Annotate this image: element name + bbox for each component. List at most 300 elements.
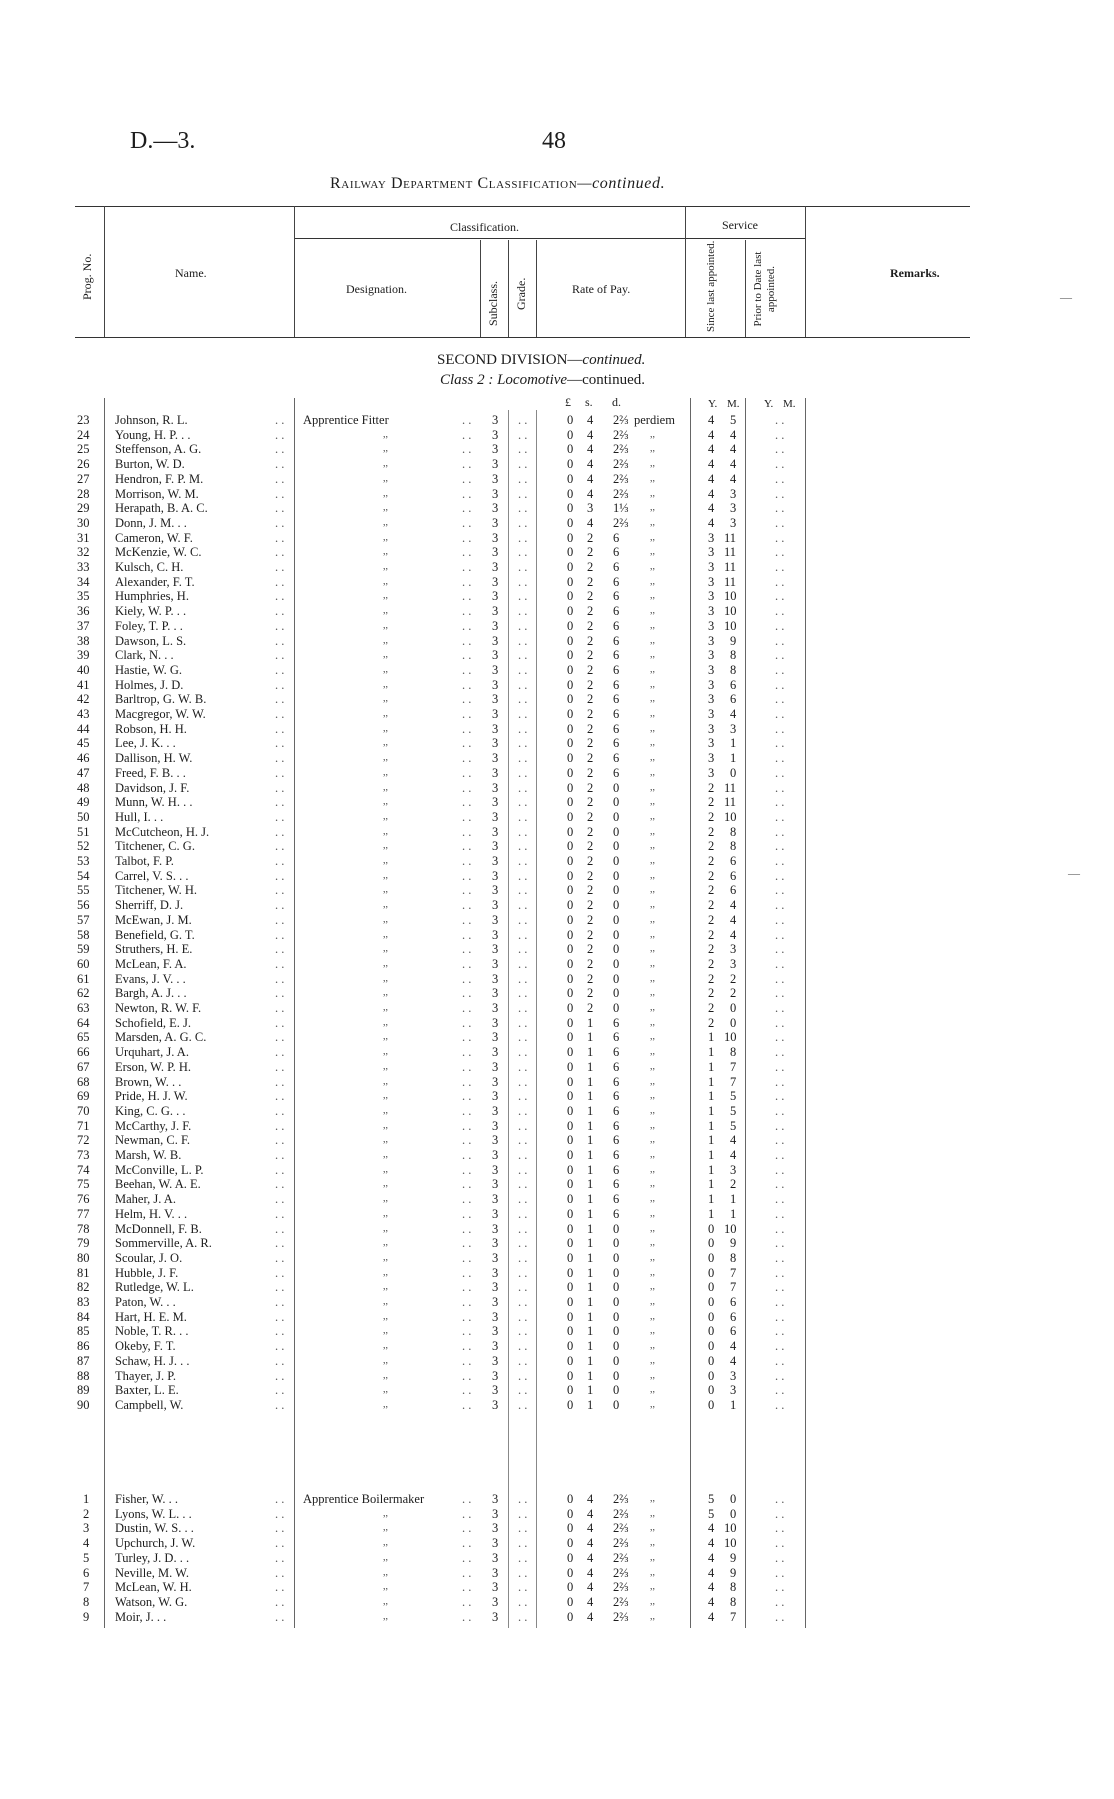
service-months: 11 [724,560,737,574]
pay-shillings: 2 [587,618,594,633]
ditto-mark: ,, [383,1090,388,1102]
service-months: 4 [730,1148,737,1162]
employee-name: Erson, W. P. H. [115,1059,192,1074]
ditto-mark: ,, [383,1310,388,1322]
employee-name: Campbell, W. [115,1397,184,1412]
pay-pence: 0 [613,971,620,986]
service-years: 4 [708,427,715,442]
service-years: 2 [708,1015,715,1030]
service-months: 9 [730,1236,737,1251]
prog-no: 89 [77,1383,90,1398]
leader-dots: . . [462,795,472,810]
leader-dots: . . [775,1118,785,1133]
leader-dots: . . [775,1309,785,1324]
leader-dots: . . [275,471,285,486]
leader-dots: . . [775,927,785,942]
pay-shillings: 1 [587,1045,594,1060]
service-years: 4 [708,1521,715,1536]
service-months: 4 [730,442,737,457]
subclass-value: 3 [492,413,499,427]
leader-dots: . . [518,1295,528,1309]
leader-dots: . . [775,560,785,574]
pay-shillings: 2 [587,648,594,663]
service-months: 8 [730,824,737,839]
service-years: 3 [708,560,715,574]
pay-pounds: 0 [567,1001,574,1015]
pounds-header: £ [565,395,571,409]
service-months: 3 [730,1162,737,1177]
pay-pounds: 0 [567,1536,574,1551]
leader-dots: . . [275,1383,285,1398]
subclass-value: 3 [492,1015,499,1030]
subclass-value: 3 [492,1265,499,1280]
prog-no: 30 [77,515,90,530]
service-years: 0 [708,1383,715,1398]
ditto-mark: ,, [650,619,655,631]
ditto-mark: ,, [650,649,655,661]
leader-dots: . . [462,1565,472,1580]
leader-dots: . . [275,692,285,707]
subclass-value: 3 [492,839,499,854]
prog-no: 52 [77,839,90,854]
ditto-mark: ,, [650,1060,655,1072]
leader-dots: . . [462,1045,472,1060]
body-col-divider [104,398,105,1628]
employee-name: McCarthy, J. F. [115,1118,192,1133]
pay-pounds: 0 [567,501,574,516]
leader-dots: . . [518,868,528,883]
leader-dots: . . [775,809,785,824]
employee-name: Struthers, H. E. [115,942,193,957]
employee-name: Sommerville, A. R. [115,1236,212,1251]
pay-pence: 0 [613,1353,620,1368]
leader-dots: . . [775,986,785,1001]
leader-dots: . . [462,1295,472,1309]
pay-pounds: 0 [567,986,574,1001]
employee-name: Urquhart, J. A. [115,1045,189,1060]
leader-dots: . . [462,1265,472,1280]
ditto-mark: ,, [650,825,655,837]
subclass-value: 3 [492,515,499,530]
pay-pounds: 0 [567,618,574,633]
pay-pence: 6 [613,707,620,721]
service-months: 8 [730,1594,737,1609]
service-years: 4 [708,1550,715,1565]
ditto-mark: ,, [650,1031,655,1043]
service-months: 4 [730,1353,737,1368]
ditto-mark: ,, [650,1310,655,1322]
leader-dots: . . [275,1397,285,1412]
leader-dots: . . [462,501,472,516]
pay-pence: 0 [613,927,620,942]
division-heading [437,352,645,369]
ditto-mark: ,, [383,1134,388,1146]
service-years: 3 [708,633,715,648]
leader-dots: . . [775,427,785,442]
pay-shillings: 2 [587,677,594,692]
pay-pounds: 0 [567,912,574,927]
leader-dots: . . [518,1550,528,1565]
ditto-mark: ,, [383,1207,388,1219]
pay-pence: 6 [613,677,620,692]
pay-pence: 0 [613,839,620,854]
employee-name: Macgregor, W. W. [115,707,206,721]
leader-dots: . . [462,1089,472,1104]
subclass-value: 3 [492,1103,499,1118]
prog-no: 61 [77,971,90,986]
ditto-mark: ,, [650,1002,655,1013]
ditto-mark: ,, [650,634,655,646]
leader-dots: . . [462,427,472,442]
pay-pounds: 0 [567,1265,574,1280]
leader-dots: . . [518,1383,528,1398]
ditto-mark: ,, [383,428,388,440]
employee-name: Davidson, J. F. [115,780,190,795]
leader-dots: . . [275,971,285,986]
leader-dots: . . [518,427,528,442]
service-years: 4 [708,1536,715,1551]
service-years: 0 [708,1397,715,1412]
employee-name: Watson, W. G. [115,1594,188,1609]
ditto-mark: ,, [383,1566,388,1578]
pay-shillings: 4 [587,515,594,530]
subclass-value: 3 [492,809,499,824]
leader-dots: . . [462,1536,472,1551]
ditto-mark: ,, [383,502,388,514]
pay-pounds: 0 [567,1609,574,1624]
pay-pounds: 0 [567,1309,574,1324]
service-years: 1 [708,1045,715,1060]
prog-no: 57 [77,912,90,927]
employee-name: Lee, J. K. . . [115,736,176,751]
col-since-last: Since last appointed. [705,240,717,332]
ditto-mark: ,, [650,663,655,675]
leader-dots: . . [775,1295,785,1309]
pay-pence: 6 [613,1148,620,1162]
leader-dots: . . [462,971,472,986]
leader-dots: . . [462,486,472,501]
leader-dots: . . [775,1250,785,1265]
service-months: 10 [724,589,737,604]
body-col-divider [805,398,806,1628]
subclass-value: 3 [492,545,499,560]
service-months: 10 [724,618,737,633]
ditto-mark: ,, [650,561,655,572]
leader-dots: . . [775,751,785,766]
leader-dots: . . [275,721,285,736]
ditto-mark: ,, [650,1251,655,1263]
ditto-mark: ,, [650,1610,655,1622]
leader-dots: . . [775,648,785,663]
per-diem-label: perdiem [634,413,675,427]
ditto-mark: ,, [650,796,655,808]
pay-shillings: 4 [587,1550,594,1565]
ditto-mark: ,, [383,1075,388,1087]
service-months: 9 [730,633,737,648]
ditto-mark: ,, [383,561,388,572]
employee-name: Hastie, W. G. [115,662,183,677]
employee-name: Young, H. P. . . [115,427,191,442]
pay-shillings: 2 [587,780,594,795]
leader-dots: . . [775,442,785,457]
service-years: 0 [708,1265,715,1280]
leader-dots: . . [775,1015,785,1030]
ditto-mark: ,, [650,443,655,455]
ditto-mark: ,, [650,1104,655,1116]
ditto-mark: ,, [383,1384,388,1396]
employee-name: McConville, L. P. [115,1162,204,1177]
service-years: 2 [708,780,715,795]
ditto-mark: ,, [383,752,388,764]
ditto-mark: ,, [650,855,655,866]
leader-dots: . . [275,1089,285,1104]
pay-pounds: 0 [567,1492,574,1506]
leader-dots: . . [275,1221,285,1236]
service-months: 6 [730,1309,737,1324]
pay-shillings: 2 [587,633,594,648]
pay-pounds: 0 [567,1118,574,1133]
service-years: 2 [708,839,715,854]
service-months: 10 [724,1221,737,1236]
service-months: 3 [730,956,737,971]
employee-name: Okeby, F. T. [115,1339,176,1354]
ditto-mark: ,, [650,1537,655,1549]
pay-pence: 6 [613,1059,620,1074]
employee-name: Robson, H. H. [115,721,187,736]
ditto-mark: ,, [650,546,655,558]
leader-dots: . . [518,1148,528,1162]
leader-dots: . . [518,1236,528,1251]
pay-shillings: 4 [587,1609,594,1624]
ditto-mark: ,, [383,972,388,984]
employee-name: Dallison, H. W. [115,751,193,766]
leader-dots: . . [775,413,785,427]
leader-dots: . . [275,751,285,766]
pay-pence: 2⅔ [613,442,629,457]
ditto-mark: ,, [650,972,655,984]
leader-dots: . . [275,1015,285,1030]
ditto-mark: ,, [650,1296,655,1307]
prog-no: 39 [77,648,90,663]
subclass-value: 3 [492,883,499,898]
leader-dots: . . [518,824,528,839]
ditto-mark: ,, [383,781,388,793]
ditto-mark: ,, [650,678,655,690]
service-years: 2 [708,927,715,942]
employee-name: Fisher, W. . . [115,1492,179,1506]
leader-dots: . . [275,530,285,545]
col-service: Service [722,218,758,232]
pay-pence: 0 [613,868,620,883]
ditto-mark: ,, [650,590,655,602]
subclass-value: 3 [492,662,499,677]
pay-pence: 2⅔ [613,1492,629,1506]
col-divider [104,206,105,337]
leader-dots: . . [462,1397,472,1412]
leader-dots: . . [518,1059,528,1074]
prog-no: 43 [77,707,90,721]
leader-dots: . . [275,1536,285,1551]
prog-no: 26 [77,457,90,472]
subclass-value: 3 [492,1383,499,1398]
prog-no: 29 [77,501,90,516]
leader-dots: . . [775,765,785,780]
service-months: 3 [730,1368,737,1383]
pay-pounds: 0 [567,1339,574,1354]
class-heading [440,372,645,389]
service-months: 3 [730,501,737,516]
ditto-mark: ,, [650,1237,655,1249]
col-designation: Designation. [346,282,407,296]
ditto-mark: ,, [650,1149,655,1160]
ditto-mark: ,, [383,1149,388,1160]
service-years: 1 [708,1148,715,1162]
ditto-mark: ,, [650,1507,655,1519]
subclass-value: 3 [492,1250,499,1265]
leader-dots: . . [275,589,285,604]
pence-header: d. [612,395,621,409]
employee-name: Donn, J. M. . . [115,515,187,530]
leader-dots: . . [518,1492,528,1506]
pay-pence: 0 [613,1280,620,1295]
pay-pounds: 0 [567,1103,574,1118]
service-months: 11 [724,530,737,545]
service-months: 10 [724,604,737,619]
leader-dots: . . [775,1001,785,1015]
service-months: 6 [730,868,737,883]
service-years: 2 [708,824,715,839]
service-months: 3 [730,515,737,530]
leader-dots: . . [462,854,472,868]
leader-dots: . . [518,1118,528,1133]
pay-pence: 2⅔ [613,457,629,472]
pay-pounds: 0 [567,1206,574,1221]
ditto-mark: ,, [383,1178,388,1190]
service-months: 7 [730,1074,737,1089]
pay-shillings: 2 [587,839,594,854]
leader-dots: . . [518,1309,528,1324]
pay-shillings: 4 [587,413,594,427]
ditto-mark: ,, [383,458,388,470]
service-years: 2 [708,942,715,957]
leader-dots: . . [275,1280,285,1295]
ditto-mark: ,, [383,531,388,543]
ditto-mark: ,, [650,1551,655,1563]
employee-name: Turley, J. D. . . [115,1550,190,1565]
service-months: 5 [730,413,737,427]
pay-shillings: 2 [587,927,594,942]
pay-pounds: 0 [567,1177,574,1192]
ditto-mark: ,, [383,766,388,778]
leader-dots: . . [775,1192,785,1207]
leader-dots: . . [275,1045,285,1060]
pay-pence: 2⅔ [613,1521,629,1536]
pay-shillings: 4 [587,427,594,442]
pay-pounds: 0 [567,1250,574,1265]
pay-pounds: 0 [567,1521,574,1536]
employee-name: Paton, W. . . [115,1295,176,1309]
pay-shillings: 2 [587,721,594,736]
leader-dots: . . [775,1397,785,1412]
pay-shillings: 4 [587,1536,594,1551]
leader-dots: . . [518,560,528,574]
leader-dots: . . [775,1045,785,1060]
subclass-value: 3 [492,471,499,486]
leader-dots: . . [518,501,528,516]
leader-dots: . . [275,413,285,427]
prog-no: 56 [77,898,90,913]
ditto-mark: ,, [383,1104,388,1116]
service-years: 4 [708,501,715,516]
employee-name: Dustin, W. S. . . [115,1521,194,1536]
ditto-mark: ,, [383,840,388,852]
years-header: Y. [708,398,718,410]
leader-dots: . . [462,1594,472,1609]
leader-dots: . . [775,883,785,898]
leader-dots: . . [775,501,785,516]
employee-name: Lyons, W. L. . . [115,1506,192,1521]
prog-no: 81 [77,1265,90,1280]
service-years: 3 [708,530,715,545]
pay-shillings: 1 [587,1103,594,1118]
service-months: 4 [730,1339,737,1354]
ditto-mark: ,, [383,1369,388,1381]
service-months: 4 [730,1133,737,1148]
leader-dots: . . [775,471,785,486]
ditto-mark: ,, [383,1581,388,1593]
pay-pounds: 0 [567,1148,574,1162]
service-months: 5 [730,1118,737,1133]
pay-pence: 0 [613,809,620,824]
pay-pence: 0 [613,1236,620,1251]
leader-dots: . . [275,1074,285,1089]
prog-no: 35 [77,589,90,604]
leader-dots: . . [275,1353,285,1368]
service-years: 2 [708,795,715,810]
pay-pence: 0 [613,1250,620,1265]
ditto-mark: ,, [383,855,388,866]
subclass-value: 3 [492,1074,499,1089]
leader-dots: . . [462,780,472,795]
ditto-mark: ,, [650,1090,655,1102]
leader-dots: . . [275,1059,285,1074]
prog-no: 64 [77,1015,90,1030]
ditto-mark: ,, [650,1075,655,1087]
pay-shillings: 1 [587,1192,594,1207]
leader-dots: . . [462,589,472,604]
prog-no: 86 [77,1339,90,1354]
pay-pounds: 0 [567,648,574,663]
subclass-value: 3 [492,1236,499,1251]
leader-dots: . . [775,942,785,957]
ditto-mark: ,, [650,722,655,734]
leader-dots: . . [462,457,472,472]
ditto-mark: ,, [383,708,388,719]
ditto-mark: ,, [383,1551,388,1563]
ditto-mark: ,, [650,884,655,896]
subclass-value: 3 [492,721,499,736]
pay-pence: 2⅔ [613,471,629,486]
service-months: 4 [730,427,737,442]
pay-shillings: 1 [587,1162,594,1177]
body-col-divider [508,410,509,1628]
subclass-value: 3 [492,927,499,942]
ditto-mark: ,, [650,1340,655,1352]
leader-dots: . . [462,707,472,721]
prog-no: 37 [77,618,90,633]
leader-dots: . . [775,1177,785,1192]
employee-name: Clark, N. . . [115,648,174,663]
